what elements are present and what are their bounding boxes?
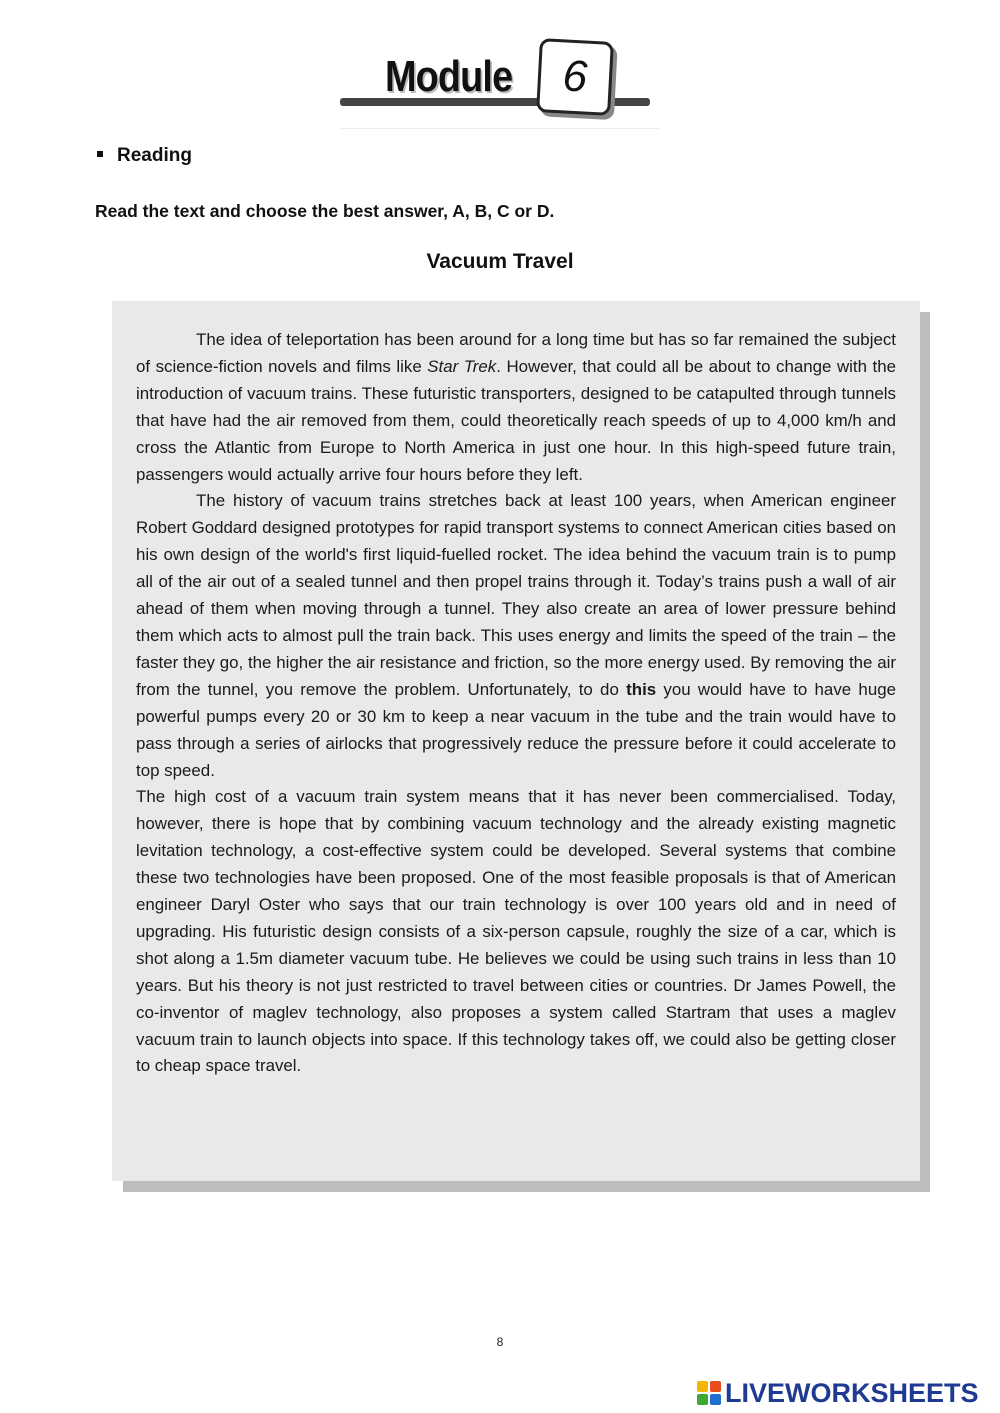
- header-divider: [340, 128, 660, 129]
- logo-square: [710, 1394, 721, 1405]
- instruction-text: Read the text and choose the best answer, A, B, C or D.: [95, 201, 555, 221]
- paragraph-2-bold-word: this: [626, 679, 657, 699]
- logo-text: LIVEWORKSHEETS: [725, 1377, 979, 1408]
- article-paragraph-3: The high cost of a vacuum train system means that it has never been commercialised. Today, however, there is hope that by combining vacuum technology and the already existing magnetic levitation technology, a cost-effective system could be developed. Several systems that combine these two technologies have been proposed. One of the most feasible proposals is that of American engineer Daryl Oster who says that our train technology is over 100 years old and in need of upgrading. His futuristic design consists of a six-person capsule, roughly the size of a car, which is shot along a 1.5m diameter vacuum tube. He believes we could be using such trains in less than 10 years. But his theory is not just restricted to travel between cities or countries. Dr James Powell, the co-inventor of maglev technology, also proposes a system called Startram that uses a maglev vacuum train to launch objects into space. If this technology takes off, we could also be getting closer to cheap space travel.: [136, 787, 896, 1076]
- paragraph-2-text-b: you would have to have huge powerful pumps every 20 or 30 km to keep a near vacuum in the tube and the train would have to pass through a series of airlocks that progressively reduce the pressure before it could accelerate to top speed.: [136, 679, 897, 780]
- logo-square: [697, 1381, 708, 1392]
- section-heading: [97, 145, 192, 167]
- logo-grid-icon: [697, 1381, 721, 1405]
- logo-square: [710, 1381, 721, 1392]
- article-paragraph-2: [136, 488, 896, 784]
- article-paragraph-1: [136, 327, 896, 488]
- article-title: Vacuum Travel: [426, 250, 574, 273]
- module-number: 6: [561, 51, 589, 102]
- module-header: [340, 38, 660, 133]
- module-label: Module: [385, 52, 513, 101]
- paragraph-1-text-a: The idea of teleportation has been around for a long time but has so far remained the subject of science-fiction novels and films like: [136, 330, 896, 376]
- bullet-square-icon: [97, 151, 103, 157]
- article-body: [136, 327, 896, 1080]
- paragraph-2-text-a: The history of vacuum trains stretches back at least 100 years, when American engineer Robert Goddard designed prototypes for rapid transport systems to connect American cities based on his own design of the world's first liquid-fuelled rocket. The idea behind the vacuum train is to pump all of the air out of a sealed tunnel and then propel trains through it. Today’s trains push a wall of air ahead of them when moving through a tunnel. They also create an area of lower pressure behind them which acts to almost pull the train back. This uses energy and limits the speed of the train – the faster they go, the higher the air resistance and friction, so the more energy used. By removing the air from the tunnel, you remove the problem. Unfortunately, to do: [136, 491, 896, 699]
- paragraph-1-italic-title: Star Trek: [427, 356, 497, 376]
- module-number-box: [536, 38, 614, 116]
- page-number: 8: [496, 1335, 504, 1349]
- paragraph-1-text-b: . However, that could all be about to change with the introduction of vacuum trains. These futuristic transporters, designed to be catapulted through tunnels that have had the air removed from them, could theoretically reach speeds of up to 4,000 km/h and cross the Atlantic from Europe to North America in just one hour. In this high-speed future train, passengers would actually arrive four hours before they left.: [136, 356, 896, 484]
- liveworksheets-logo: [697, 1376, 979, 1410]
- logo-square: [697, 1394, 708, 1405]
- section-label: Reading: [117, 145, 192, 166]
